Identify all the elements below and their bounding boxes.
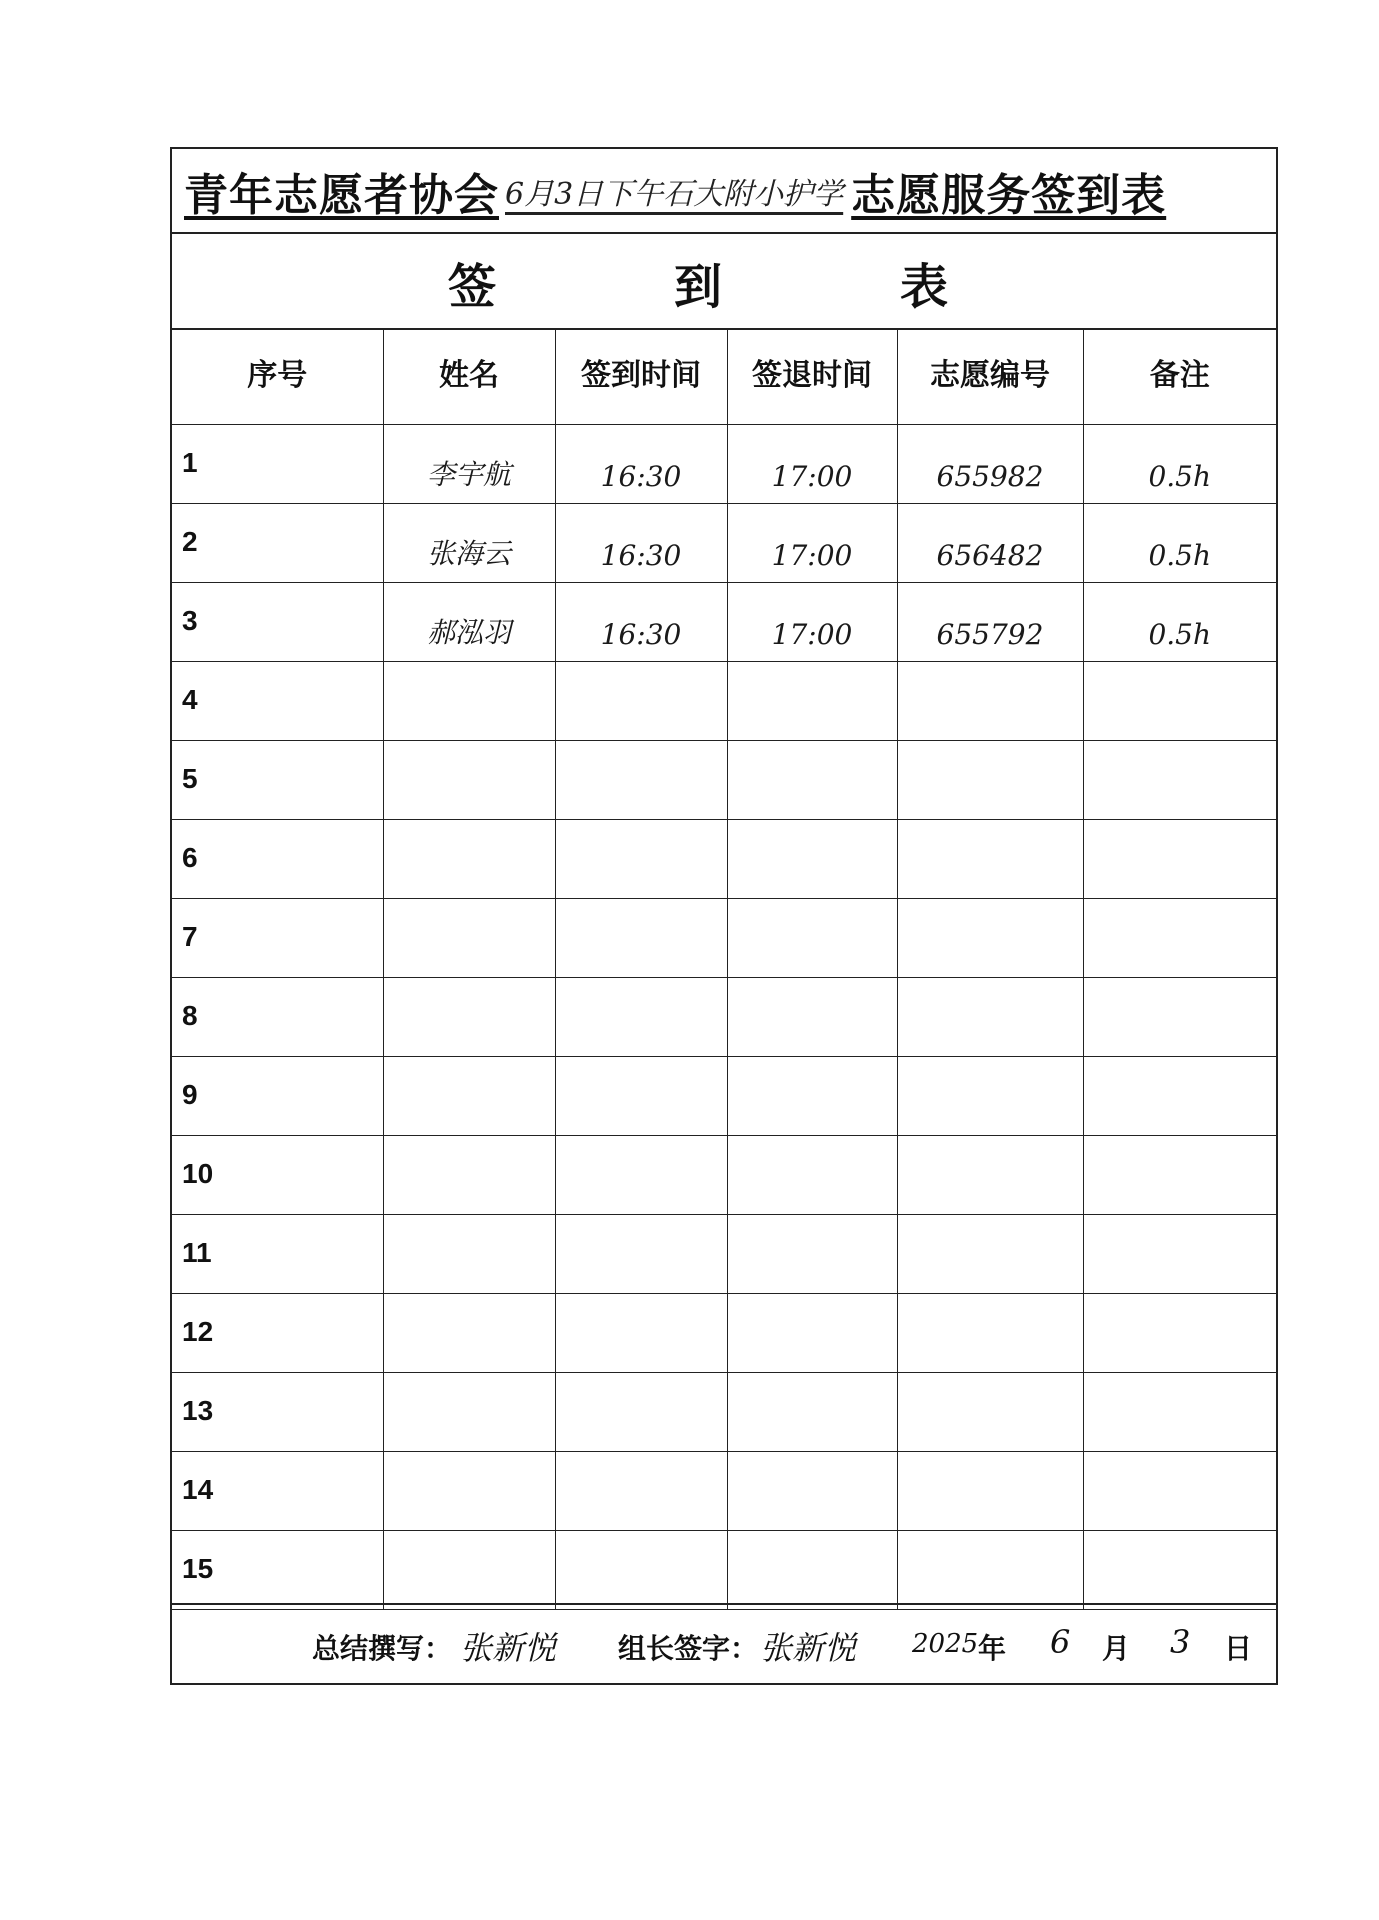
row-sign-out-time (727, 740, 897, 819)
row-seq: 6 (172, 819, 383, 898)
row-sign-in-time (555, 661, 727, 740)
row-note (1083, 740, 1276, 819)
row-sign-out-time (727, 898, 897, 977)
row-volunteer-id: 655982 (897, 424, 1083, 503)
row-sign-in-time (555, 740, 727, 819)
row-volunteer-id (897, 1372, 1083, 1451)
row-seq: 10 (172, 1135, 383, 1214)
row-seq: 11 (172, 1214, 383, 1293)
row-seq: 14 (172, 1451, 383, 1530)
table-row (172, 1135, 1276, 1214)
sheet-footer (172, 1603, 1276, 1683)
row-sign-out-time (727, 1056, 897, 1135)
row-sign-in-time (555, 977, 727, 1056)
row-sign-in-time: 16:30 (555, 503, 727, 582)
row-seq: 13 (172, 1372, 383, 1451)
row-volunteer-id (897, 898, 1083, 977)
row-sign-in-time (555, 1293, 727, 1372)
leader-signature: 张新悦 (760, 1629, 857, 1667)
table-header-row (172, 328, 1276, 424)
row-note (1083, 819, 1276, 898)
table-row (172, 582, 1276, 661)
row-name (383, 1372, 555, 1451)
row-sign-out-time (727, 1451, 897, 1530)
row-volunteer-id (897, 977, 1083, 1056)
row-sign-in-time (555, 1372, 727, 1451)
table-row (172, 1372, 1276, 1451)
row-volunteer-id: 656482 (897, 503, 1083, 582)
row-note (1083, 661, 1276, 740)
sheet-heading (172, 234, 1276, 330)
row-seq: 8 (172, 977, 383, 1056)
row-name (383, 740, 555, 819)
row-volunteer-id (897, 819, 1083, 898)
row-name: 李宇航 (383, 424, 555, 503)
table-row (172, 1214, 1276, 1293)
row-name (383, 1530, 555, 1609)
row-sign-out-time: 17:00 (727, 503, 897, 582)
title-handwritten-event: 6月3日下午石大附小护学 (505, 176, 844, 212)
row-sign-out-time (727, 819, 897, 898)
row-seq: 12 (172, 1293, 383, 1372)
row-name (383, 661, 555, 740)
date-day: 3 (1170, 1623, 1191, 1661)
row-seq: 4 (172, 661, 383, 740)
table-row (172, 661, 1276, 740)
row-sign-out-time (727, 977, 897, 1056)
row-volunteer-id (897, 1530, 1083, 1609)
table-row (172, 1293, 1276, 1372)
row-name (383, 1135, 555, 1214)
row-volunteer-id (897, 1056, 1083, 1135)
row-seq: 15 (172, 1530, 383, 1609)
heading-char-2: 到 (674, 259, 723, 315)
row-sign-out-time (727, 661, 897, 740)
row-sign-in-time (555, 1056, 727, 1135)
row-seq: 7 (172, 898, 383, 977)
title-suffix: 志愿服务签到表 (851, 169, 1167, 221)
form-title (172, 149, 1276, 234)
row-seq: 2 (172, 503, 383, 582)
row-name: 张海云 (383, 503, 555, 582)
row-note (1083, 1135, 1276, 1214)
column-header-sign-in-time: 签到时间 (555, 328, 727, 424)
row-name (383, 819, 555, 898)
row-note (1083, 1530, 1276, 1609)
summary-signature: 张新悦 (460, 1629, 557, 1667)
date-month-label: 月 (1102, 1632, 1131, 1665)
row-volunteer-id (897, 1293, 1083, 1372)
table-row (172, 1056, 1276, 1135)
sign-in-sheet (170, 147, 1278, 1685)
date-month: 6 (1050, 1623, 1071, 1661)
row-sign-out-time (727, 1135, 897, 1214)
table-row (172, 740, 1276, 819)
column-header-sign-out-time: 签退时间 (727, 328, 897, 424)
row-note: 0.5h (1083, 424, 1276, 503)
table-row (172, 503, 1276, 582)
row-note (1083, 1372, 1276, 1451)
heading-char-3: 表 (900, 259, 949, 315)
table-row (172, 424, 1276, 503)
row-seq: 1 (172, 424, 383, 503)
row-seq: 9 (172, 1056, 383, 1135)
date-year-label: 年 (978, 1632, 1007, 1665)
title-org: 青年志愿者协会 (184, 169, 499, 221)
row-volunteer-id (897, 1135, 1083, 1214)
row-sign-out-time (727, 1372, 897, 1451)
row-sign-in-time (555, 1451, 727, 1530)
row-note (1083, 1451, 1276, 1530)
row-sign-in-time (555, 1214, 727, 1293)
column-header-name: 姓名 (383, 328, 555, 424)
row-seq: 5 (172, 740, 383, 819)
row-name (383, 977, 555, 1056)
row-volunteer-id (897, 1451, 1083, 1530)
row-note (1083, 1293, 1276, 1372)
row-sign-out-time: 17:00 (727, 424, 897, 503)
column-header-note: 备注 (1083, 328, 1276, 424)
row-name (383, 898, 555, 977)
table-row (172, 898, 1276, 977)
row-name (383, 1293, 555, 1372)
row-sign-in-time: 16:30 (555, 582, 727, 661)
row-volunteer-id (897, 1214, 1083, 1293)
row-note (1083, 1214, 1276, 1293)
row-note (1083, 1056, 1276, 1135)
row-name (383, 1214, 555, 1293)
row-volunteer-id: 655792 (897, 582, 1083, 661)
row-volunteer-id (897, 661, 1083, 740)
heading-char-1: 签 (448, 259, 497, 315)
row-name: 郝泓羽 (383, 582, 555, 661)
row-sign-out-time: 17:00 (727, 582, 897, 661)
date-year: 2025 (912, 1629, 979, 1659)
row-sign-in-time (555, 1135, 727, 1214)
row-sign-in-time: 16:30 (555, 424, 727, 503)
row-name (383, 1451, 555, 1530)
row-seq: 3 (172, 582, 383, 661)
row-note (1083, 898, 1276, 977)
row-volunteer-id (897, 740, 1083, 819)
leader-label: 组长签字： (618, 1632, 759, 1665)
row-note: 0.5h (1083, 503, 1276, 582)
column-header-seq: 序号 (172, 328, 383, 424)
row-sign-out-time (727, 1293, 897, 1372)
row-sign-in-time (555, 819, 727, 898)
table-row (172, 1530, 1276, 1609)
row-sign-in-time (555, 898, 727, 977)
column-header-volunteer-id: 志愿编号 (897, 328, 1083, 424)
date-day-label: 日 (1224, 1632, 1253, 1665)
row-name (383, 1056, 555, 1135)
table-row (172, 819, 1276, 898)
table-row (172, 1451, 1276, 1530)
table-row (172, 977, 1276, 1056)
row-sign-out-time (727, 1530, 897, 1609)
summary-label: 总结撰写： (312, 1632, 453, 1665)
sign-in-table (172, 328, 1276, 1610)
row-note (1083, 977, 1276, 1056)
row-sign-in-time (555, 1530, 727, 1609)
row-note: 0.5h (1083, 582, 1276, 661)
row-sign-out-time (727, 1214, 897, 1293)
